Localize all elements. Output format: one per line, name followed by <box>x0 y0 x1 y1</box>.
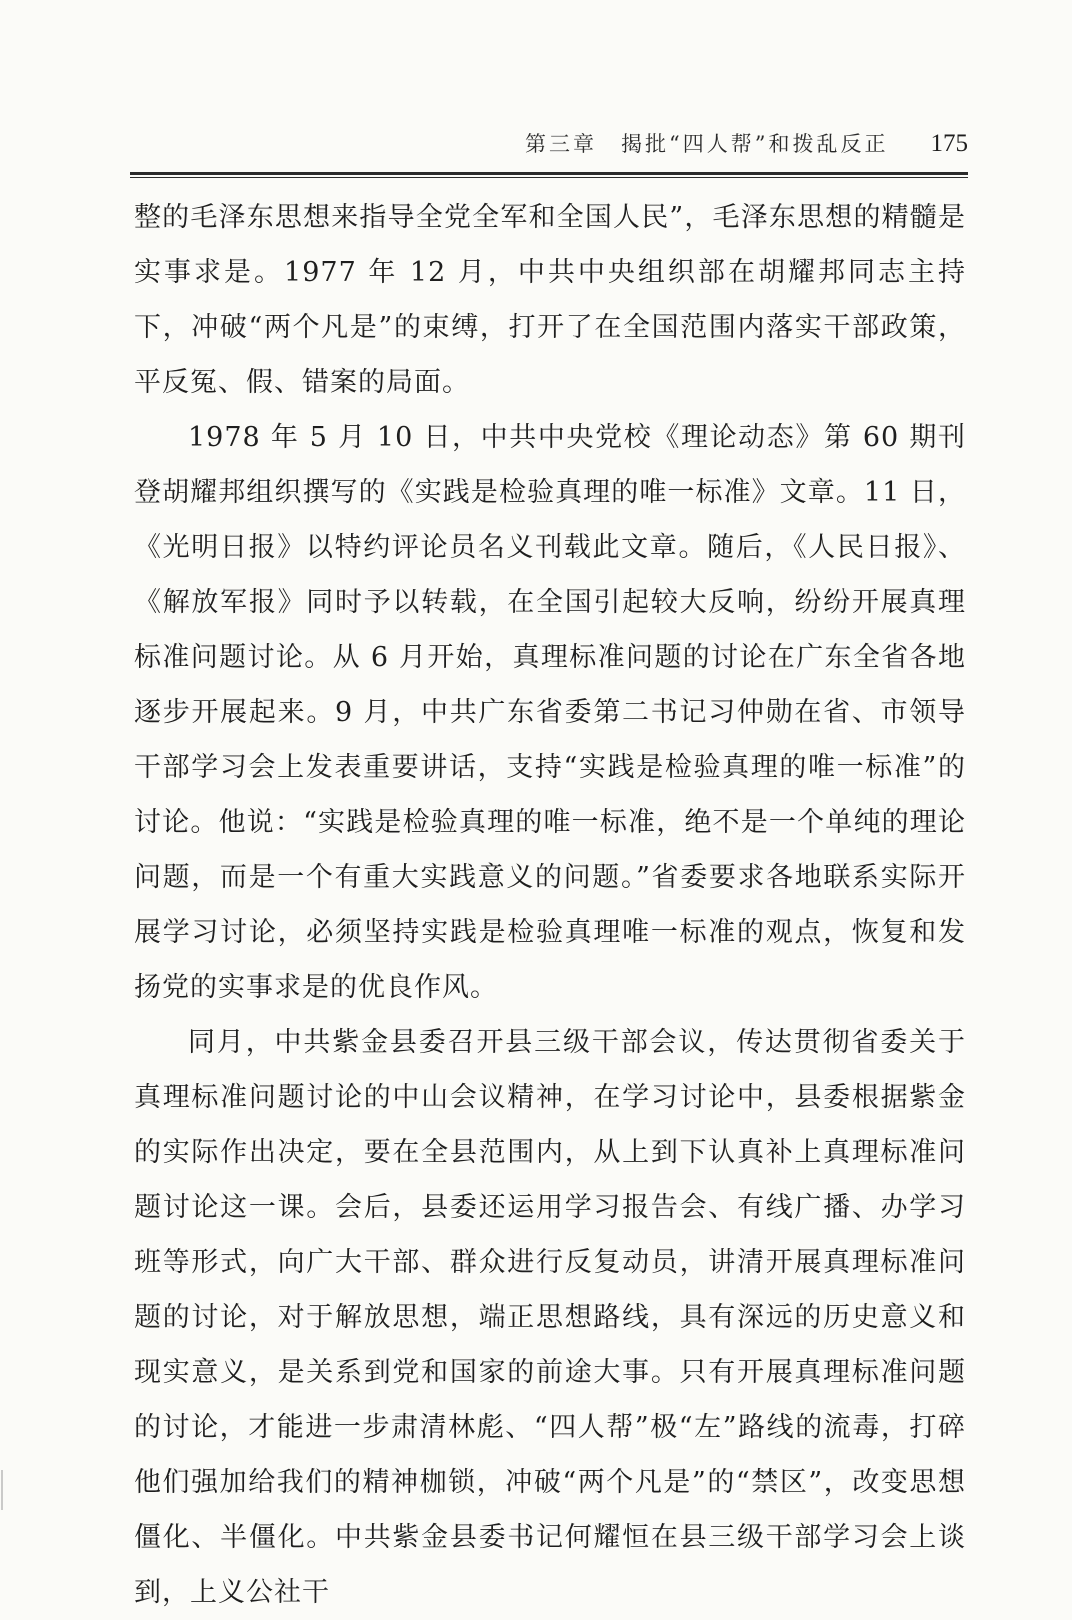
page-number: 175 <box>930 130 968 157</box>
chapter-title: 第三章 揭批“四人帮”和拨乱反正 <box>525 132 889 156</box>
paragraph-1: 整的毛泽东思想来指导全党全军和全国人民”，毛泽东思想的精髓是实事求是。1977 年 12 月，中共中央组织部在胡耀邦同志主持下，冲破“两个凡是”的束缚，打开了在全国范围内落实干部政策，平反冤、假、错案的局面。 <box>134 202 966 398</box>
scan-edge-mark <box>1 1470 3 1510</box>
header-rule-thick <box>130 172 968 175</box>
header-rule-thin <box>130 177 968 178</box>
body-text <box>134 190 966 1620</box>
paragraph-2: 1978 年 5 月 10 日，中共中央党校《理论动态》第 60 期刊登胡耀邦组织撰写的《实践是检验真理的唯一标准》文章。11 日，《光明日报》以特约评论员名义刊载此文章。随后，《人民日报》、《解放军报》同时予以转载，在全国引起较大反响，纷纷开展真理标准问题讨论。从 6 月开始，真理标准问题的讨论在广东全省各地逐步开展起来。9 月，中共广东省委第二书记习仲勋在省、市领导干部学习会上发表重要讲话，支持“实践是检验真理的唯一标准”的讨论。他说：“实践是检验真理的唯一标准，绝不是一个单纯的理论问题，而是一个有重大实践意义的问题。”省委要求各地联系实际开展学习讨论，必须坚持实践是检验真理唯一标准的观点，恢复和发扬党的实事求是的优良作风。 <box>134 422 966 1003</box>
running-header <box>130 128 968 168</box>
paragraph-3: 同月，中共紫金县委召开县三级干部会议，传达贯彻省委关于真理标准问题讨论的中山会议精神，在学习讨论中，县委根据紫金的实际作出决定，要在全县范围内，从上到下认真补上真理标准问题讨论这一课。会后，县委还运用学习报告会、有线广播、办学习班等形式，向广大干部、群众进行反复动员，讲清开展真理标准问题的讨论，对于解放思想，端正思想路线，具有深远的历史意义和现实意义，是关系到党和国家的前途大事。只有开展真理标准问题的讨论，才能进一步肃清林彪、“四人帮”极“左”路线的流毒，打碎他们强加给我们的精神枷锁，冲破“两个凡是”的“禁区”，改变思想僵化、半僵化。中共紫金县委书记何耀恒在县三级干部学习会上谈到，上义公社干 <box>134 1027 966 1608</box>
